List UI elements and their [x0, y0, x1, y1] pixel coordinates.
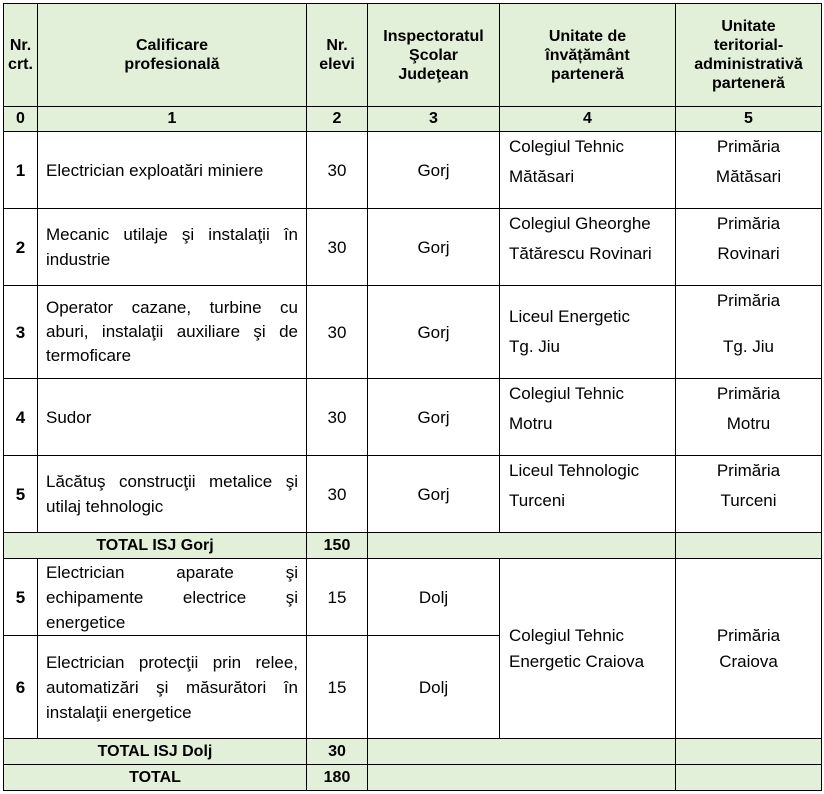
total-gorj-label: TOTAL ISJ Gorj [4, 533, 307, 559]
header-row [4, 4, 822, 107]
row-elevi: 30 [307, 286, 368, 379]
row-calificare: Electrician aparate şi echipamente electrice şi energetice [38, 559, 307, 636]
empty-cell [368, 533, 676, 559]
row-uat: Primăria Rovinari [676, 209, 822, 286]
row-isj: Dolj [368, 636, 500, 739]
header-unitate: Unitate de învățământ parteneră [500, 4, 676, 107]
empty-cell [368, 765, 676, 791]
col-number: 3 [368, 107, 500, 132]
empty-cell [676, 765, 822, 791]
table-row [4, 132, 822, 209]
empty-cell [368, 739, 676, 765]
row-elevi: 30 [307, 456, 368, 533]
grand-total-label: TOTAL [4, 765, 307, 791]
row-elevi: 30 [307, 132, 368, 209]
col-number: 4 [500, 107, 676, 132]
row-isj: Gorj [368, 456, 500, 533]
header-calificare: Calificare profesională [38, 4, 307, 107]
row-unitate: Colegiul Tehnic Mătăsari [500, 132, 676, 209]
column-number-row [4, 107, 822, 132]
row-unitate: Liceul Energetic Tg. Jiu [500, 286, 676, 379]
row-unitate: Colegiul Gheorghe Tătărescu Rovinari [500, 209, 676, 286]
table-row [4, 286, 822, 379]
col-number: 2 [307, 107, 368, 132]
training-table [3, 3, 822, 791]
row-uat: Primăria Motru [676, 379, 822, 456]
row-elevi: 30 [307, 209, 368, 286]
row-isj: Gorj [368, 209, 500, 286]
col-number: 0 [4, 107, 38, 132]
row-calificare: Operator cazane, turbine cu aburi, instalaţii auxiliare şi de termoficare [38, 286, 307, 379]
row-isj: Dolj [368, 559, 500, 636]
header-elevi: Nr. elevi [307, 4, 368, 107]
total-gorj-value: 150 [307, 533, 368, 559]
row-nr: 3 [4, 286, 38, 379]
dolj-unitate: Colegiul Tehnic Energetic Craiova [500, 559, 676, 739]
row-elevi: 15 [307, 559, 368, 636]
row-nr: 6 [4, 636, 38, 739]
total-dolj-label: TOTAL ISJ Dolj [4, 739, 307, 765]
row-uat: Primăria Tg. Jiu [676, 286, 822, 379]
total-dolj-row [4, 739, 822, 765]
table-row [4, 456, 822, 533]
grand-total-row [4, 765, 822, 791]
row-uat: Primăria Mătăsari [676, 132, 822, 209]
row-calificare: Electrician protecţii prin relee, automatizări şi măsurători în instalaţii energetice [38, 636, 307, 739]
row-nr: 1 [4, 132, 38, 209]
col-number: 1 [38, 107, 307, 132]
row-isj: Gorj [368, 379, 500, 456]
row-uat: Primăria Turceni [676, 456, 822, 533]
header-uat: Unitate teritorial- administrativă parteneră [676, 4, 822, 107]
row-nr: 2 [4, 209, 38, 286]
row-elevi: 15 [307, 636, 368, 739]
header-isj: Inspectoratul Şcolar Judeţean [368, 4, 500, 107]
total-gorj-row [4, 533, 822, 559]
row-isj: Gorj [368, 286, 500, 379]
row-elevi: 30 [307, 379, 368, 456]
row-calificare: Sudor [38, 379, 307, 456]
col-number: 5 [676, 107, 822, 132]
empty-cell [676, 739, 822, 765]
table-row [4, 379, 822, 456]
row-nr: 5 [4, 456, 38, 533]
header-nr: Nr. crt. [4, 4, 38, 107]
row-calificare: Mecanic utilaje şi instalaţii în industrie [38, 209, 307, 286]
row-calificare: Electrician exploatări miniere [38, 132, 307, 209]
row-unitate: Colegiul Tehnic Motru [500, 379, 676, 456]
row-isj: Gorj [368, 132, 500, 209]
dolj-uat: Primăria Craiova [676, 559, 822, 739]
row-calificare: Lăcătuş construcţii metalice şi utilaj tehnologic [38, 456, 307, 533]
row-nr: 4 [4, 379, 38, 456]
grand-total-value: 180 [307, 765, 368, 791]
empty-cell [676, 533, 822, 559]
row-unitate: Liceul Tehnologic Turceni [500, 456, 676, 533]
row-nr: 5 [4, 559, 38, 636]
total-dolj-value: 30 [307, 739, 368, 765]
table-row [4, 209, 822, 286]
spacer [676, 316, 821, 332]
table-row [4, 559, 822, 636]
